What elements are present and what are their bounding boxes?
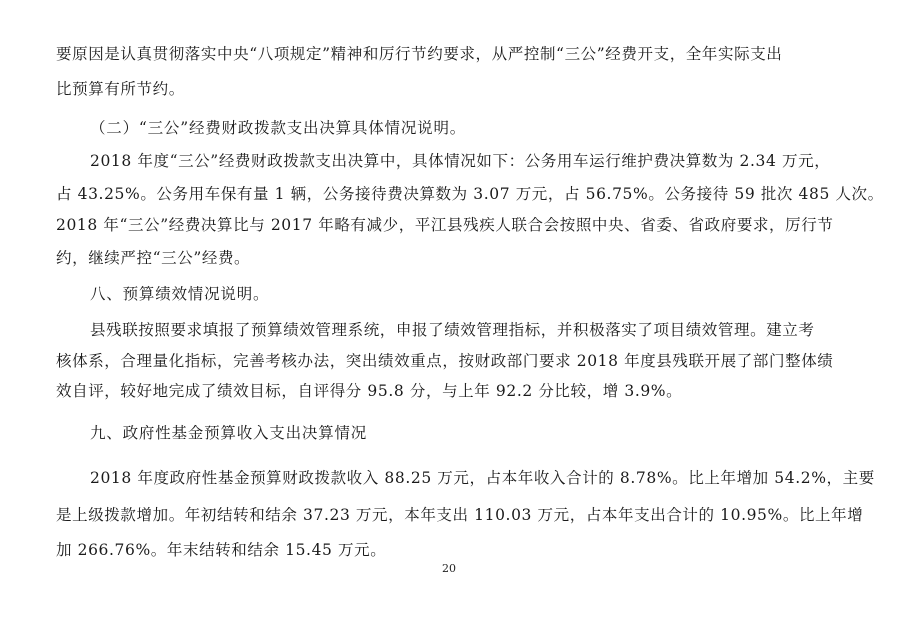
- paragraph-line: 2018 年度“三公”经费财政拨款支出决算中，具体情况如下：公务用车运行维护费决算数为 2.34 万元，: [90, 152, 831, 170]
- paragraph-line: 县残联按照要求填报了预算绩效管理系统，申报了绩效管理指标，并积极落实了项目绩效管理。建立考: [90, 321, 815, 339]
- paragraph-line: 加 266.76%。年末结转和结余 15.45 万元。: [56, 541, 387, 559]
- section-heading: （二）“三公”经费财政拨款支出决算具体情况说明。: [90, 119, 467, 137]
- paragraph-line: 要原因是认真贯彻落实中央“八项规定”精神和厉行节约要求，从严控制“三公”经费开支，全年实际支出: [56, 45, 783, 63]
- paragraph-line: 2018 年“三公”经费决算比与 2017 年略有减少，平江县残疾人联合会按照中央、省委、省政府要求，厉行节: [56, 216, 834, 234]
- section-heading: 八、预算绩效情况说明。: [90, 285, 270, 303]
- paragraph-line: 是上级拨款增加。年初结转和结余 37.23 万元，本年支出 110.03 万元，占本年支出合计的 10.95%。比上年增: [56, 506, 864, 524]
- page-number: 20: [442, 562, 456, 575]
- paragraph-line: 效自评，较好地完成了绩效目标，自评得分 95.8 分，与上年 92.2 分比较，增 3.9%。: [56, 382, 683, 400]
- paragraph-line: 占 43.25%。公务用车保有量 1 辆，公务接待费决算数为 3.07 万元，占 56.75%。公务接待 59 批次 485 人次。: [56, 185, 884, 203]
- section-heading: 九、政府性基金预算收入支出决算情况: [90, 424, 368, 442]
- paragraph-line: 约，继续严控“三公”经费。: [56, 249, 251, 267]
- paragraph-line: 比预算有所节约。: [56, 80, 185, 98]
- paragraph-line: 2018 年度政府性基金预算财政拨款收入 88.25 万元，占本年收入合计的 8.78%。比上年增加 54.2%，主要: [90, 469, 875, 487]
- paragraph-line: 核体系，合理量化指标，完善考核办法，突出绩效重点，按财政部门要求 2018 年度县残联开展了部门整体绩: [56, 352, 834, 370]
